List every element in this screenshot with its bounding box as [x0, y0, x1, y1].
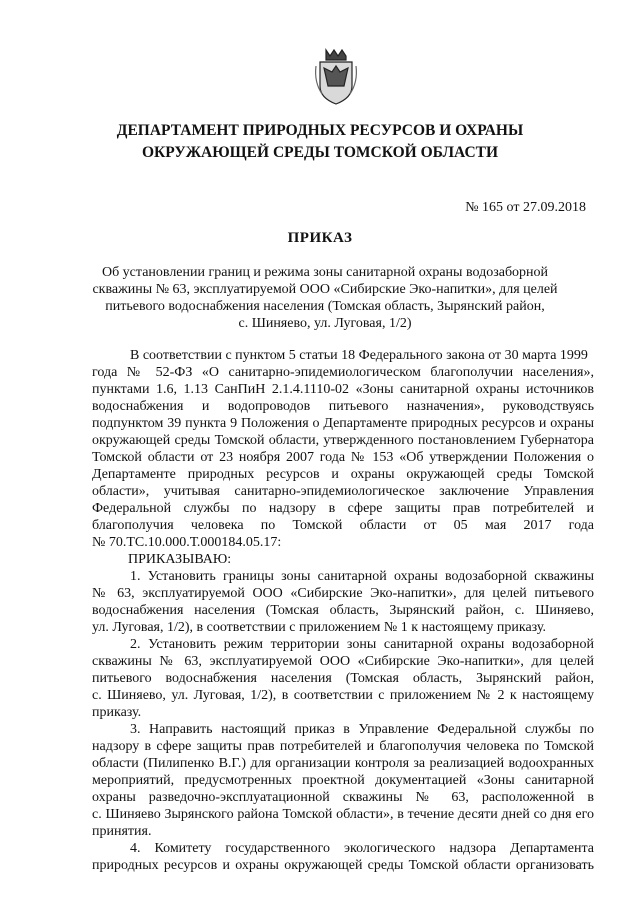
- order-body: [92, 347, 594, 874]
- body-line: с. Шиняево Зырянского района Томской области», в течение десяти дней со дня его: [92, 807, 594, 822]
- body-line: области (Пилипенко В.Г.) для организации контроля за реализацией водоохранных: [92, 756, 594, 771]
- body-line: водоснабжения населения (Томская область, Зырянский район, с. Шиняево,: [92, 603, 594, 618]
- body-line: питьевого водоснабжения населения (Томская область, Зырянский район,: [92, 671, 594, 686]
- body-line: № 63, эксплуатируемой ООО «Сибирские Эко-напитки», для целей питьевого: [92, 586, 594, 601]
- body-line: благополучия человека по Томской области от 05 мая 2017 года: [92, 518, 594, 533]
- body-line: подпунктом 39 пункта 9 Положения о Департаменте природных ресурсов и охраны: [92, 416, 594, 431]
- body-line: Томской области от 23 ноября 2007 года № 153 «Об утверждении Положения о: [92, 450, 594, 465]
- body-line: ул. Луговая, 1/2), в соответствии с приложением № 1 к настоящему приказу.: [92, 620, 547, 635]
- body-line: года № 52-ФЗ «О санитарно-эпидемиологическом благополучии населения»,: [92, 365, 594, 380]
- subject-line: Об установлении границ и режима зоны санитарной охраны водозаборной: [101, 265, 549, 280]
- order-number-date: № 165 от 27.09.2018: [465, 200, 586, 215]
- body-line: окружающей среды Томской области, утвержденного постановлением Губернатора: [92, 433, 594, 448]
- department-title-line-1: ДЕПАРТАМЕНТ ПРИРОДНЫХ РЕСУРСОВ И ОХРАНЫ: [116, 122, 524, 139]
- body-line: скважины № 63, эксплуатируемой ООО «Сибирские Эко-напитки», для целей: [92, 654, 594, 669]
- body-line: № 70.ТС.10.000.Т.000184.05.17:: [92, 535, 282, 550]
- body-line: 3. Направить настоящий приказ в Управление Федеральной службы по: [130, 722, 594, 737]
- body-line: 1. Установить границы зоны санитарной охраны водозаборной скважины: [130, 569, 594, 584]
- body-line: приказу.: [92, 705, 142, 720]
- body-line: 4. Комитету государственного экологического надзора Департамента: [130, 841, 594, 856]
- order-subject: [90, 264, 560, 332]
- body-line: Департаменте природных ресурсов и охраны окружающей среды Томской: [92, 467, 594, 482]
- coat-of-arms-emblem: [312, 46, 360, 108]
- body-line: охраны разведочно-эксплуатационной скважины № 63, расположенной в: [92, 790, 594, 805]
- subject-line: питьевого водоснабжения населения (Томская область, Зырянский район,: [105, 299, 545, 314]
- body-line: принятия.: [92, 824, 152, 839]
- department-title-line-2: ОКРУЖАЮЩЕЙ СРЕДЫ ТОМСКОЙ ОБЛАСТИ: [141, 144, 499, 161]
- body-line: мероприятий, предусмотренных проектной документацией «Зоны санитарной: [92, 773, 594, 788]
- subject-line: скважины № 63, эксплуатируемой ООО «Сибирские Эко-напитки», для целей: [92, 282, 558, 297]
- body-line: надзору в сфере защиты прав потребителей и благополучия человека по Томской: [92, 739, 594, 754]
- subject-line: с. Шиняево, ул. Луговая, 1/2): [238, 316, 412, 331]
- body-line: природных ресурсов и охраны окружающей среды Томской области организовать: [92, 858, 594, 873]
- body-line: с. Шиняево, ул. Луговая, 1/2), в соответствии с приложением № 2 к настоящему: [92, 688, 594, 703]
- body-line: Федеральной службы по надзору в сфере защиты прав потребителей и: [92, 501, 594, 516]
- body-line: В соответствии с пунктом 5 статьи 18 Федерального закона от 30 марта 1999: [130, 348, 588, 363]
- body-line: пунктами 1.6, 1.13 СанПиН 2.1.4.1110-02 «Зоны санитарной охраны источников: [92, 382, 594, 397]
- body-line: 2. Установить режим территории зоны санитарной охраны водозаборной: [130, 637, 594, 652]
- body-line: водоснабжения и водопроводов питьевого назначения», руководствуясь: [92, 399, 594, 414]
- body-line-orders: ПРИКАЗЫВАЮ:: [128, 552, 232, 567]
- body-line: области», учитывая санитарно-эпидемиологическое заключение Управления: [92, 484, 594, 499]
- order-heading: ПРИКАЗ: [287, 230, 353, 246]
